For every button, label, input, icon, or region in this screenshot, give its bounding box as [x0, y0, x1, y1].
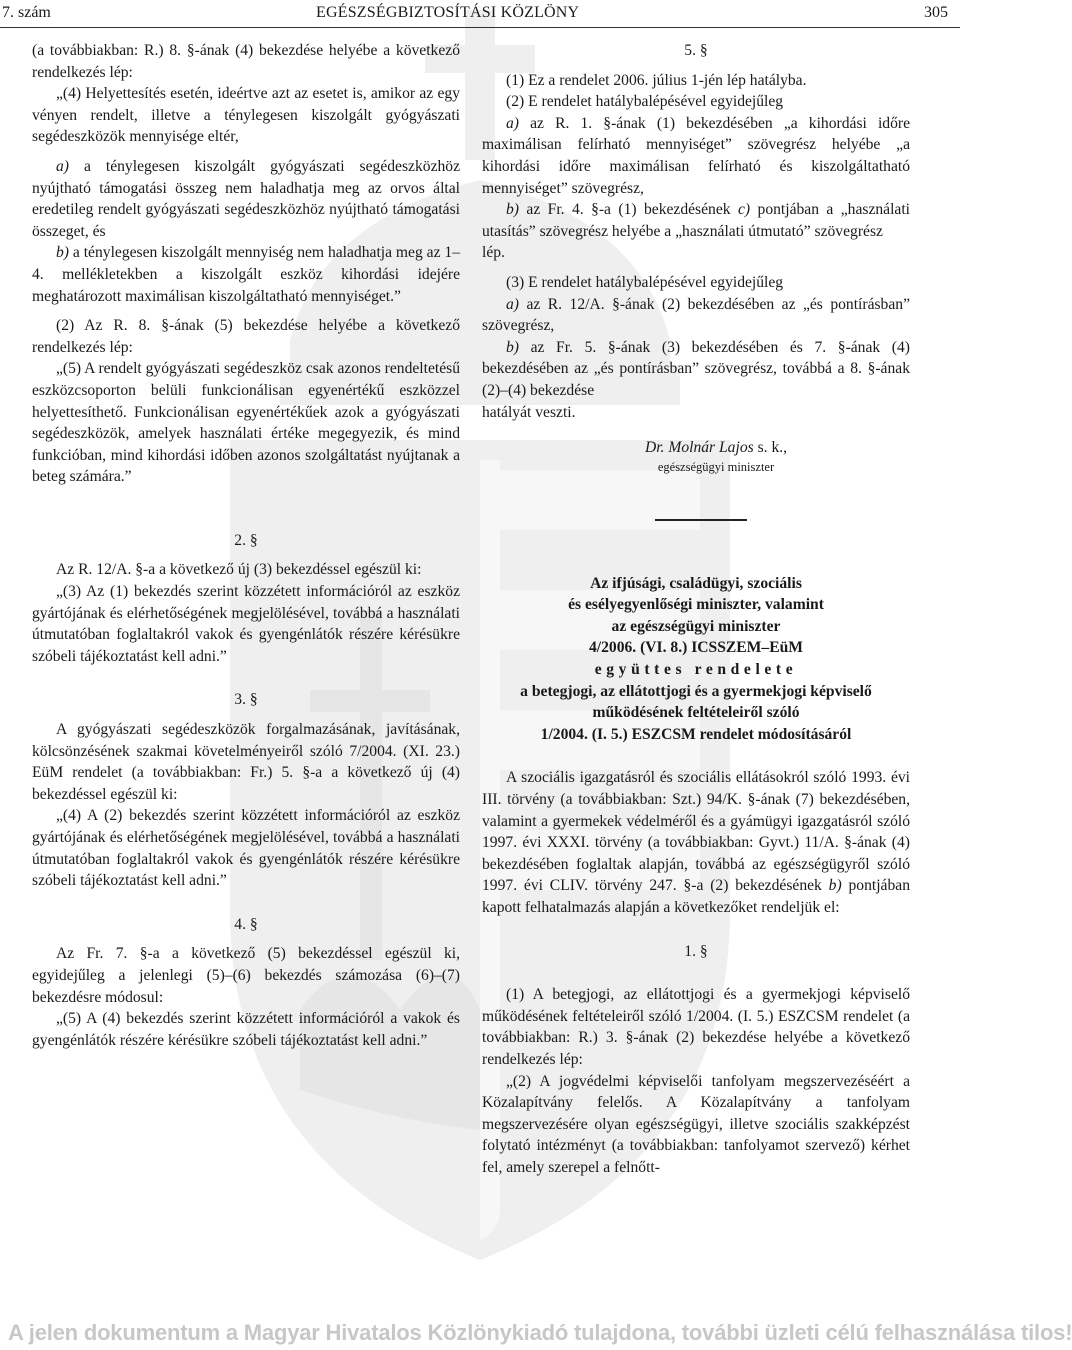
title-line-2: és esélyegyenlőségi miniszter, valamint: [568, 596, 824, 614]
preamble: [482, 767, 910, 918]
item-b-label: b): [506, 338, 519, 356]
section-5-heading: 5. §: [684, 42, 708, 59]
section-4-heading: 4. §: [234, 915, 258, 933]
list-item-a: [32, 156, 460, 242]
section-4-text: Az Fr. 7. §-a a következő (5) bekezdéssel egészül ki, egyidejűleg a jelenlegi (5)–(6) bekezdés számozása (6)–(7) bekezdésre módosul:: [32, 945, 460, 1006]
list-item-b: [482, 199, 910, 242]
title-line-4: 4/2006. (VI. 8.) ICSSZEM–EüM: [588, 639, 803, 657]
item-b-label: b): [56, 244, 69, 262]
paragraph-2: (2) Az R. 8. §-ának (5) bekezdése helyébe a következő rendelkezés lép:: [32, 317, 460, 356]
preamble-text-pre: A szociális igazgatásról és szociális ellátásokról szóló 1993. évi III. törvény (a továbbiakban: Szt.) 94/K. §-ának (7) bekezdésében, valamint a gyermekek védelméről és a gyámügyi igazgatásról szóló 1997. évi XXXI. törvény (a továbbiakban: Gyvt.) 11/A. §-ának (4) bekezdésében foglaltak alapján, továbbá az egészségügyről szóló 1997. évi CLIV. törvény 247. §-a (2) bekezdésének: [482, 769, 910, 895]
section-2-text: Az R. 12/A. §-a a következő új (3) bekezdéssel egészül ki:: [56, 561, 422, 579]
section-2-heading: 2. §: [234, 531, 258, 549]
item-b-label: b): [506, 201, 519, 219]
item-a-text: a ténylegesen kiszolgált gyógyászati segédeszközhöz nyújtható támogatási összeg nem haladhatja meg az orvos által eredetileg rendelt gyógyászati segédeszközhöz nyújtható támogatási összeget, és: [32, 157, 460, 240]
item-b-text-pre: az Fr. 4. §-a (1) bekezdésének: [519, 201, 738, 219]
list-item-b: [32, 242, 460, 307]
title-line-6: a betegjogi, az ellátottjogi és a gyermekjogi képviselő: [520, 682, 872, 700]
issue-number: 7. szám: [2, 4, 51, 21]
paragraph-3-ending: hatályát veszti.: [482, 403, 576, 421]
item-b-text-post: pontjában a „használati utasítás” szövegrész helyébe a „használati útmutató” szövegrész: [482, 201, 911, 240]
section-3-text: A gyógyászati segédeszközök forgalmazásának, javításának, kölcsönzésének szakmai követelményeiről szóló 7/2004. (XI. 23.) EüM rendelet (a továbbiakban: Fr.) 5. §-a a következő új (4) bekezdéssel egészül ki:: [32, 721, 460, 803]
preamble-text-post: pontjában kapott felhatalmazás alapján a következőket rendeljük el:: [482, 877, 910, 916]
item-a-label: a): [506, 295, 519, 313]
section-5-paragraph-2: (2) E rendelet hatálybalépésével egyidejűleg: [506, 93, 784, 111]
quoted-paragraph-4: „(4) Helyettesítés esetén, ideértve azt az esetet is, amikor az egy vényen rendelt, illetve a ténylegesen kiszolgált gyógyászati segédeszközök mennyisége eltér,: [32, 85, 460, 146]
title-line-7: működésének feltételeiről szóló: [592, 704, 800, 722]
publication-title: EGÉSZSÉGBIZTOSÍTÁSI KÖZLÖNY: [316, 4, 580, 21]
title-line-1: Az ifjúsági, családügyi, szociális: [590, 574, 802, 592]
signature-suffix: s. k.,: [753, 439, 788, 457]
section-1-quote: „(2) A jogvédelmi képviselői tanfolyam megszervezéséért a Közalapítvány felelős. A Közalapítvány a tanfolyam megszervezésére olyan egészségügyi, illetve szociális szakképzést folytató intézményt (a továbbiakban: tanfolyamot szervező) kérhet fel, amely szerepel a felnőtt-: [482, 1072, 910, 1176]
section-1-text: (1) A betegjogi, az ellátottjogi és a gyermekjogi képviselő működésének feltételeiről szóló 1/2004. (I. 5.) ESZCSM rendelet (a továbbiakban: R.) 3. §-ának (2) bekezdése helyébe a következő rendelkezés lép:: [482, 986, 910, 1068]
section-1-heading: 1. §: [684, 942, 708, 960]
list-item-a: [482, 294, 910, 337]
list-item-a: [482, 113, 910, 199]
point-b-label: b): [828, 877, 842, 895]
item-a-text: az R. 12/A. §-ának (2) bekezdésében az „és pontírásban” szövegrész,: [482, 295, 910, 335]
right-column: [482, 40, 910, 1179]
title-line-3: az egészségügyi miniszter: [611, 617, 781, 635]
title-line-8: 1/2004. (I. 5.) ESZCSM rendelet módosításáról: [540, 725, 852, 743]
signature: [522, 437, 910, 459]
page-number: 305: [924, 4, 948, 21]
section-5-paragraph-1: (1) Ez a rendelet 2006. július 1-jén lép hatályba.: [506, 71, 807, 89]
page-header: [0, 0, 960, 30]
decree-title: [482, 573, 910, 746]
section-2-quote: „(3) Az (1) bekezdés szerint közzétett információról az eszköz gyártójának és elérhetőségének megjelölésével, továbbá a használati útmutatóban foglaltakról vakok és gyengénlátók részére kérésükre szóbeli tájékoztatást kell adni.”: [32, 583, 460, 665]
left-column: [32, 40, 460, 1051]
paragraph-2-ending: lép.: [482, 244, 505, 262]
point-c-label: c): [737, 201, 751, 219]
signatory-role: egészségügyi miniszter: [657, 459, 775, 474]
item-a-text: az R. 1. §-ának (1) bekezdésében „a kihordási időre maximálisan felírható mennyiséget” szövegrész helyébe „a kihordási időre maximálisan felírható és kiszolgáltatható mennyiséget” szövegrész,: [482, 114, 910, 197]
signatory-name: Dr. Molnár Lajos: [644, 439, 754, 457]
item-b-text: a ténylegesen kiszolgált mennyiség nem haladhatja meg az 1–4. mellékletekben a kiszolgált eszköz kihordási idejére meghatározott maximálisan kiszolgáltatható mennyiséget.”: [32, 244, 461, 305]
copyright-notice: A jelen dokumentum a Magyar Hivatalos Közlönykiadó tulajdona, további üzleti célú felhasználása tilos!: [8, 1320, 1072, 1345]
section-5-paragraph-3: (3) E rendelet hatálybalépésével egyidejűleg: [506, 273, 784, 291]
section-4-quote: „(5) A (4) bekezdés szerint közzétett információról a vakok és gyengénlátók részére kérésükre szóbeli tájékoztatást kell adni.”: [32, 1010, 460, 1049]
title-line-5: együttes rendelete: [594, 661, 798, 679]
section-3-heading: 3. §: [234, 691, 258, 709]
copyright-footer: [0, 1318, 1072, 1350]
intro-paragraph: (a továbbiakban: R.) 8. §-ának (4) bekezdése helyébe a következő rendelkezés lép:: [32, 42, 460, 81]
item-a-label: a): [506, 114, 519, 132]
section-3-quote: „(4) A (2) bekezdés szerint közzétett információról az eszköz gyártójának és elérhetőségének megjelölésével, továbbá a használati útmutatóban foglaltakról vakok és gyengénlátók részére kérésükre szóbeli tájékoztatást kell adni.”: [32, 807, 460, 890]
list-item-b: [482, 337, 910, 402]
item-a-label: a): [56, 157, 69, 175]
quoted-paragraph-5: „(5) A rendelt gyógyászati segédeszköz csak azonos rendeltetésű eszközcsoporton belüli funkcionálisan egyenértékű eszközzel helyettesíthető. Funkcionálisan egyenértékűek azok a gyógyászati segédeszközök, amelyek használati értéke megegyezik, és mind funkcióban, mind kihordási időben azonos szolgáltatást nyújtanak a beteg számára.”: [32, 360, 460, 486]
item-b-text: az Fr. 5. §-ának (3) bekezdésében és 7. §-ának (4) bekezdésében az „és pontírásban” szövegrész, továbbá a 8. §-ának (2)–(4) bekezdése: [482, 338, 910, 399]
